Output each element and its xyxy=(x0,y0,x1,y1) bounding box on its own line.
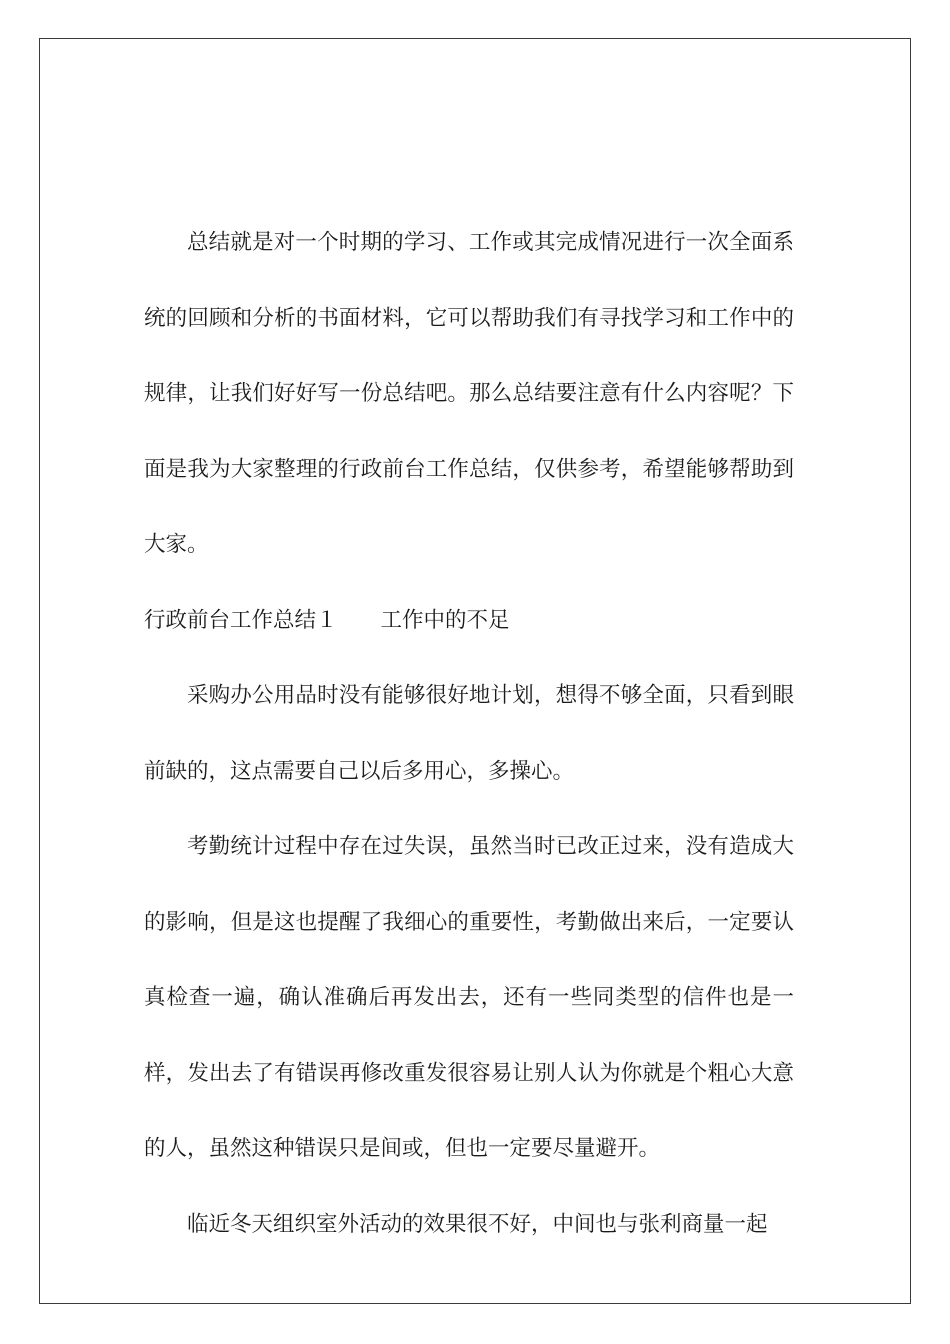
body-paragraph-1: 采购办公用品时没有能够很好地计划，想得不够全面，只看到眼前缺的，这点需要自己以后多用心，多操心。 xyxy=(144,683,794,784)
section-subtitle: 工作中的不足 xyxy=(380,607,510,633)
section-heading xyxy=(144,583,794,659)
section-title: 行政前台工作总结１ xyxy=(144,607,338,633)
body-paragraph-2: 考勤统计过程中存在过失误，虽然当时已改正过来，没有造成大的影响，但是这也提醒了我细心的重要性，考勤做出来后，一定要认真检查一遍，确认准确后再发出去，还有一些同类型的信件也是一样，发出去了有错误再修改重发很容易让别人认为你就是个粗心大意的人，虽然这种错误只是间或，但也一定要尽量避开。 xyxy=(144,834,794,1161)
intro-paragraph: 总结就是对一个时期的学习、工作或其完成情况进行一次全面系统的回顾和分析的书面材料，它可以帮助我们有寻找学习和工作中的规律，让我们好好写一份总结吧。那么总结要注意有什么内容呢？下面是我为大家整理的行政前台工作总结，仅供参考，希望能够帮助到大家。 xyxy=(144,230,794,557)
document-body xyxy=(144,205,794,1262)
body-paragraph-3: 临近冬天组织室外活动的效果很不好，中间也与张利商量一起 xyxy=(187,1211,768,1237)
